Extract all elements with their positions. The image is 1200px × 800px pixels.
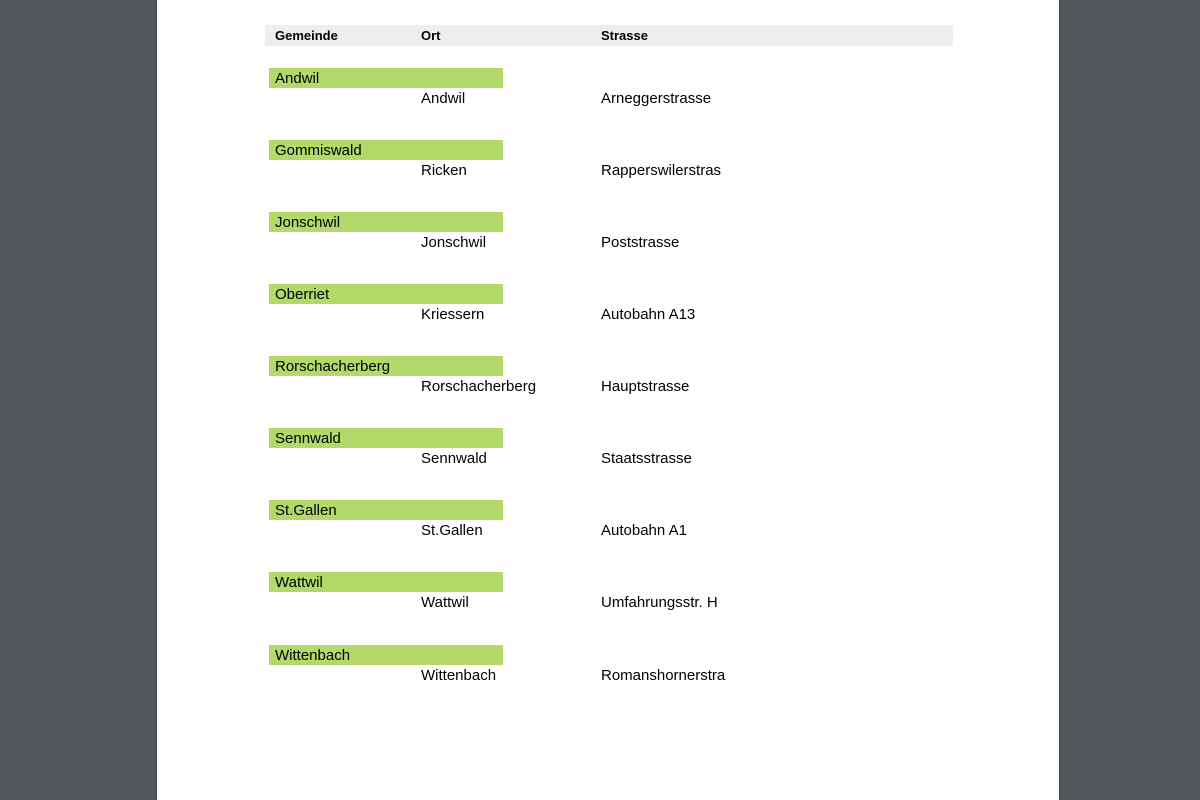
strasse-cell: Autobahn A1	[601, 522, 687, 539]
strasse-cell: Arneggerstrasse	[601, 90, 712, 107]
gemeinde-cell: Sennwald	[275, 430, 341, 447]
strasse-cell: Romanshornerstra	[601, 667, 726, 684]
table-row	[269, 356, 953, 398]
strasse-cell: Poststrasse	[601, 234, 680, 251]
gemeinde-cell: Rorschacherberg	[275, 358, 391, 375]
table-row	[269, 140, 953, 182]
strasse-cell: Hauptstrasse	[601, 378, 690, 395]
header-ort: Ort	[421, 28, 441, 43]
strasse-cell: Autobahn A13	[601, 306, 696, 323]
gemeinde-highlight	[269, 140, 503, 160]
ort-cell: Andwil	[421, 90, 466, 107]
ort-cell: Sennwald	[421, 450, 487, 467]
ort-cell: Rorschacherberg	[421, 378, 537, 395]
strasse-cell: Staatsstrasse	[601, 450, 692, 467]
gemeinde-cell: Wittenbach	[275, 647, 351, 664]
gemeinde-highlight	[269, 68, 503, 88]
gemeinde-highlight	[269, 428, 503, 448]
gemeinde-highlight	[269, 572, 503, 592]
header-strasse: Strasse	[601, 28, 648, 43]
gemeinde-highlight	[269, 284, 503, 304]
ort-cell: Wattwil	[421, 594, 469, 611]
gemeinde-highlight	[269, 356, 503, 376]
ort-cell: Kriessern	[421, 306, 485, 323]
ort-cell: St.Gallen	[421, 522, 483, 539]
table-row	[269, 68, 953, 110]
table-row	[269, 500, 953, 542]
gemeinde-highlight	[269, 500, 503, 520]
table-row	[269, 212, 953, 254]
ort-cell: Wittenbach	[421, 667, 497, 684]
table-header-row	[265, 25, 953, 46]
gemeinde-cell: Oberriet	[275, 286, 330, 303]
document-page	[157, 0, 1059, 800]
gemeinde-cell: St.Gallen	[275, 502, 337, 519]
gemeinde-cell: Andwil	[275, 70, 320, 87]
strasse-cell: Rapperswilerstras	[601, 162, 722, 179]
table-row	[269, 284, 953, 326]
gemeinde-highlight	[269, 645, 503, 665]
header-gemeinde: Gemeinde	[275, 28, 338, 43]
ort-cell: Ricken	[421, 162, 467, 179]
table-row	[269, 428, 953, 470]
gemeinde-cell: Gommiswald	[275, 142, 362, 159]
ort-cell: Jonschwil	[421, 234, 487, 251]
gemeinde-highlight	[269, 212, 503, 232]
gemeinde-cell: Jonschwil	[275, 214, 341, 231]
table-row	[269, 645, 953, 687]
strasse-cell: Umfahrungsstr. H	[601, 594, 718, 611]
table-row	[269, 572, 953, 614]
gemeinde-cell: Wattwil	[275, 574, 323, 591]
